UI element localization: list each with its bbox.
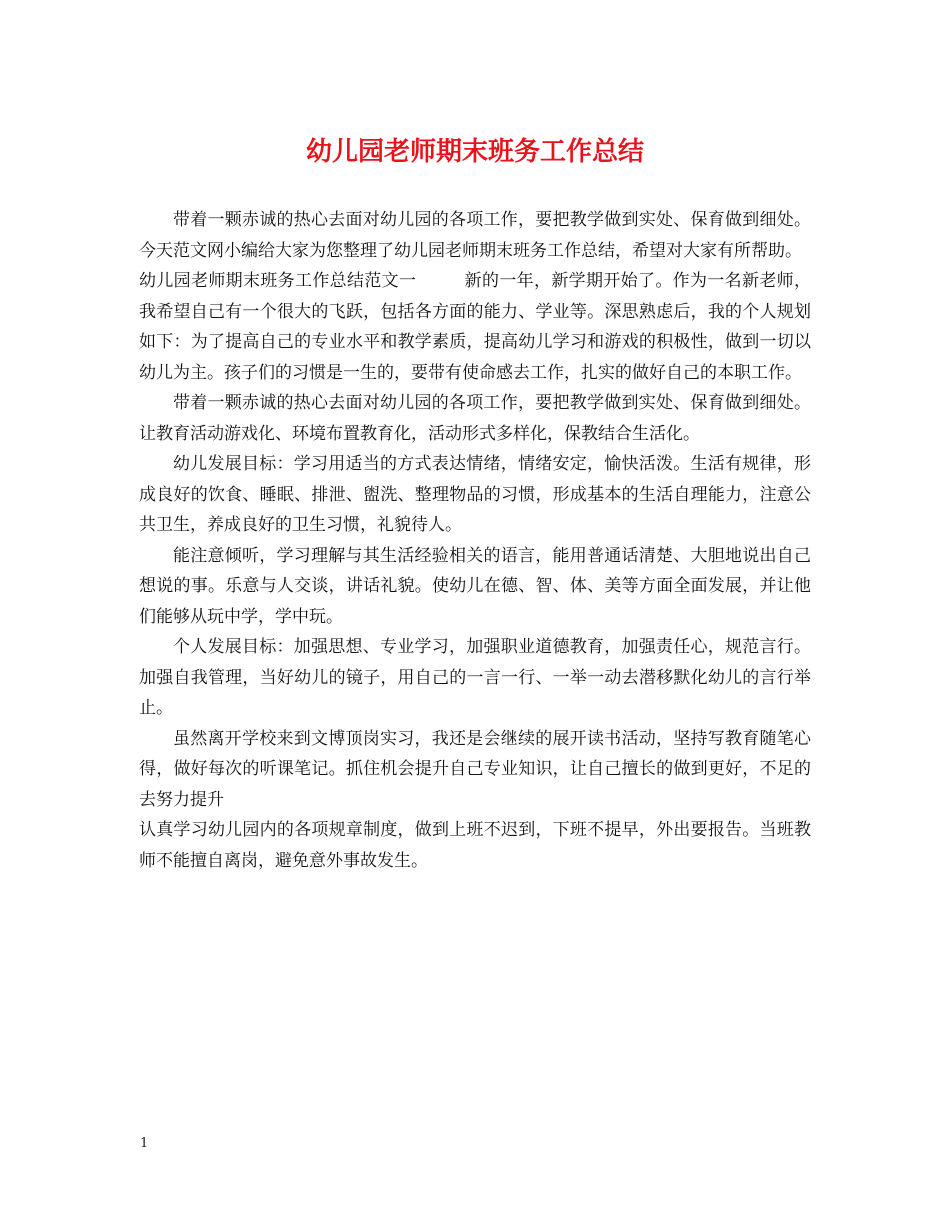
paragraph-language-goals: 能注意倾听，学习理解与其生活经验相关的语言，能用普通话清楚、大胆地说出自己想说的事。乐意与人交谈，讲话礼貌。使幼儿在德、智、体、美等方面全面发展，并让他们能够从玩中学，学中玩。 — [139, 545, 811, 627]
paragraph-rules: 认真学习幼儿园内的各项规章制度，做到上班不迟到，下班不提早，外出要报告。当班教师不能擅自离岗，避免意外事故发生。 — [139, 820, 811, 871]
page-number: 1 — [140, 1136, 149, 1151]
sample-heading: 幼儿园老师期末班务工作总结范文一 — [139, 271, 417, 291]
paragraph-child-goals: 幼儿发展目标：学习用适当的方式表达情绪，情绪安定，愉快活泼。生活有规律，形成良好的饮食、睡眠、排泄、盥洗、整理物品的习惯，形成基本的生活自理能力，注意公共卫生，养成良好的卫生习惯，礼貌待人。 — [139, 454, 811, 535]
paragraph-sample-one-text: 新的一年，新学期开始了。作为一名新老师，我希望自己有一个很大的飞跃，包括各方面的能力、学业等。深思熟虑后，我的个人规划如下：为了提高自己的专业水平和教学素质，提高幼儿学习和游戏的积极性，做到一切以幼儿为主。孩子们的习惯是一生的，要带有使命感去工作，扎实的做好自己的本职工作。 — [139, 271, 812, 383]
paragraph-study-plan: 虽然离开学校来到文博顶岗实习，我还是会继续的展开读书活动，坚持写教育随笔心得，做好每次的听课笔记。抓住机会提升自己专业知识，让自己擅长的做到更好，不足的去努力提升 — [139, 728, 811, 810]
document-body — [139, 205, 811, 876]
document-title: 幼儿园老师期末班务工作总结 — [305, 137, 644, 167]
paragraph-work-attitude: 带着一颗赤诚的热心去面对幼儿园的各项工作，要把教学做到实处、保育做到细处。让教育活动游戏化、环境布置教育化，活动形式多样化，保教结合生活化。 — [139, 393, 811, 444]
paragraph-intro: 带着一颗赤诚的热心去面对幼儿园的各项工作，要把教学做到实处、保育做到细处。今天范文网小编给大家为您整理了幼儿园老师期末班务工作总结，希望对大家有所帮助。 — [139, 210, 811, 261]
paragraph-personal-goals: 个人发展目标：加强思想、专业学习，加强职业道德教育，加强责任心，规范言行。加强自我管理，当好幼儿的镜子，用自己的一言一行、一举一动去潜移默化幼儿的言行举止。 — [139, 637, 811, 718]
paragraph-sample-one — [139, 266, 811, 388]
